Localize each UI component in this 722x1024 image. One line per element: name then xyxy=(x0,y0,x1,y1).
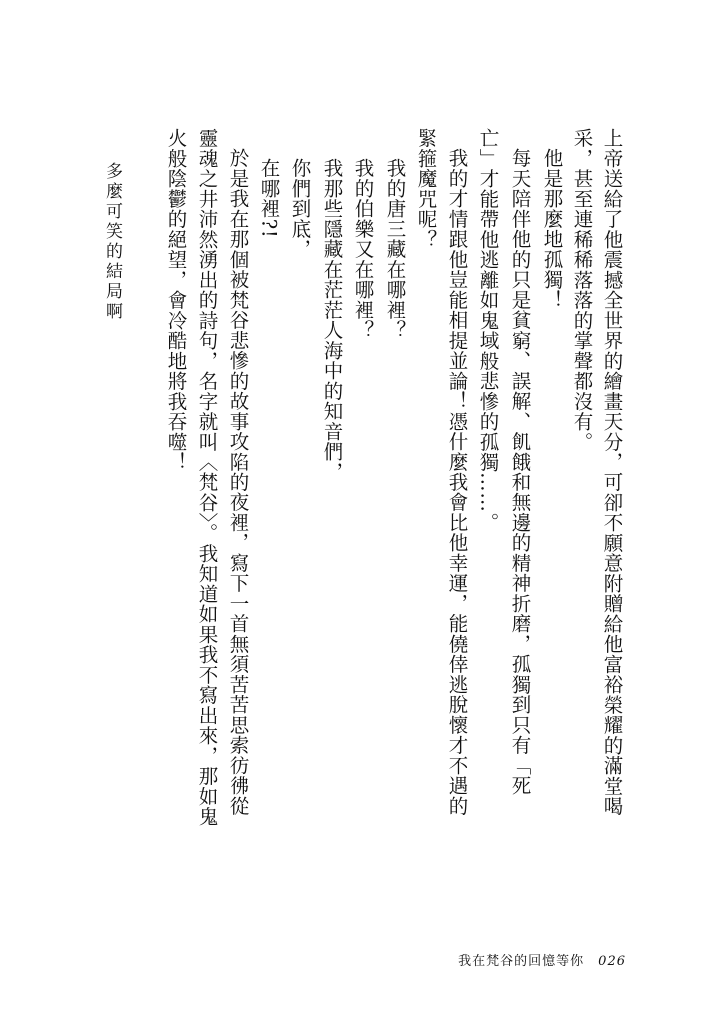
text-column-4: 每天陪伴他的只是貧窮、誤解、飢餓和無邊的精神折磨，孤獨到只有「死 xyxy=(508,148,532,796)
page-number: 026 xyxy=(598,954,626,969)
text-column-10: 我那些隱藏在茫茫人海中的知音們， xyxy=(320,158,344,482)
text-column-9: 我的伯樂又在哪裡？ xyxy=(351,158,375,341)
page-footer xyxy=(458,950,626,969)
text-column-11: 你們到底， xyxy=(288,158,312,260)
text-column-12: 在哪裡?! xyxy=(257,158,281,239)
text-column-6: 我的才情跟他豈能相提並論！憑什麼我會比他幸運，能僥倖逃脫懷才不遇的 xyxy=(445,148,469,816)
text-column-3: 他是那麼地孤獨！ xyxy=(540,148,564,310)
text-column-13: 於是我在那個被梵谷悲慘的故事攻陷的夜裡，寫下一首無須苦苦思索彷彿從 xyxy=(226,148,250,816)
text-column-14: 靈魂之井沛然湧出的詩句，名字就叫〈梵谷〉。我知道如果我不寫出來，那如鬼 xyxy=(195,128,219,827)
text-column-2: 采，甚至連稀稀落落的掌聲都沒有。 xyxy=(570,128,594,452)
text-column-8: 我的唐三藏在哪裡？ xyxy=(383,158,407,341)
text-column-15: 火般陰鬱的絕望，會冷酷地將我吞噬！ xyxy=(164,128,188,473)
running-book-title: 我在梵谷的回憶等你 xyxy=(458,954,585,969)
text-column-1: 上帝送給了他震撼全世界的繪畫天分，可卻不願意附贈給他富裕榮耀的滿堂喝 xyxy=(600,128,624,817)
poem-title-column: 多麼可笑的結局啊 xyxy=(102,162,122,322)
text-column-7: 緊箍魔咒呢？ xyxy=(414,128,438,250)
text-column-5: 亡」才能帶他逃離如鬼域般悲慘的孤獨……。 xyxy=(476,128,500,533)
